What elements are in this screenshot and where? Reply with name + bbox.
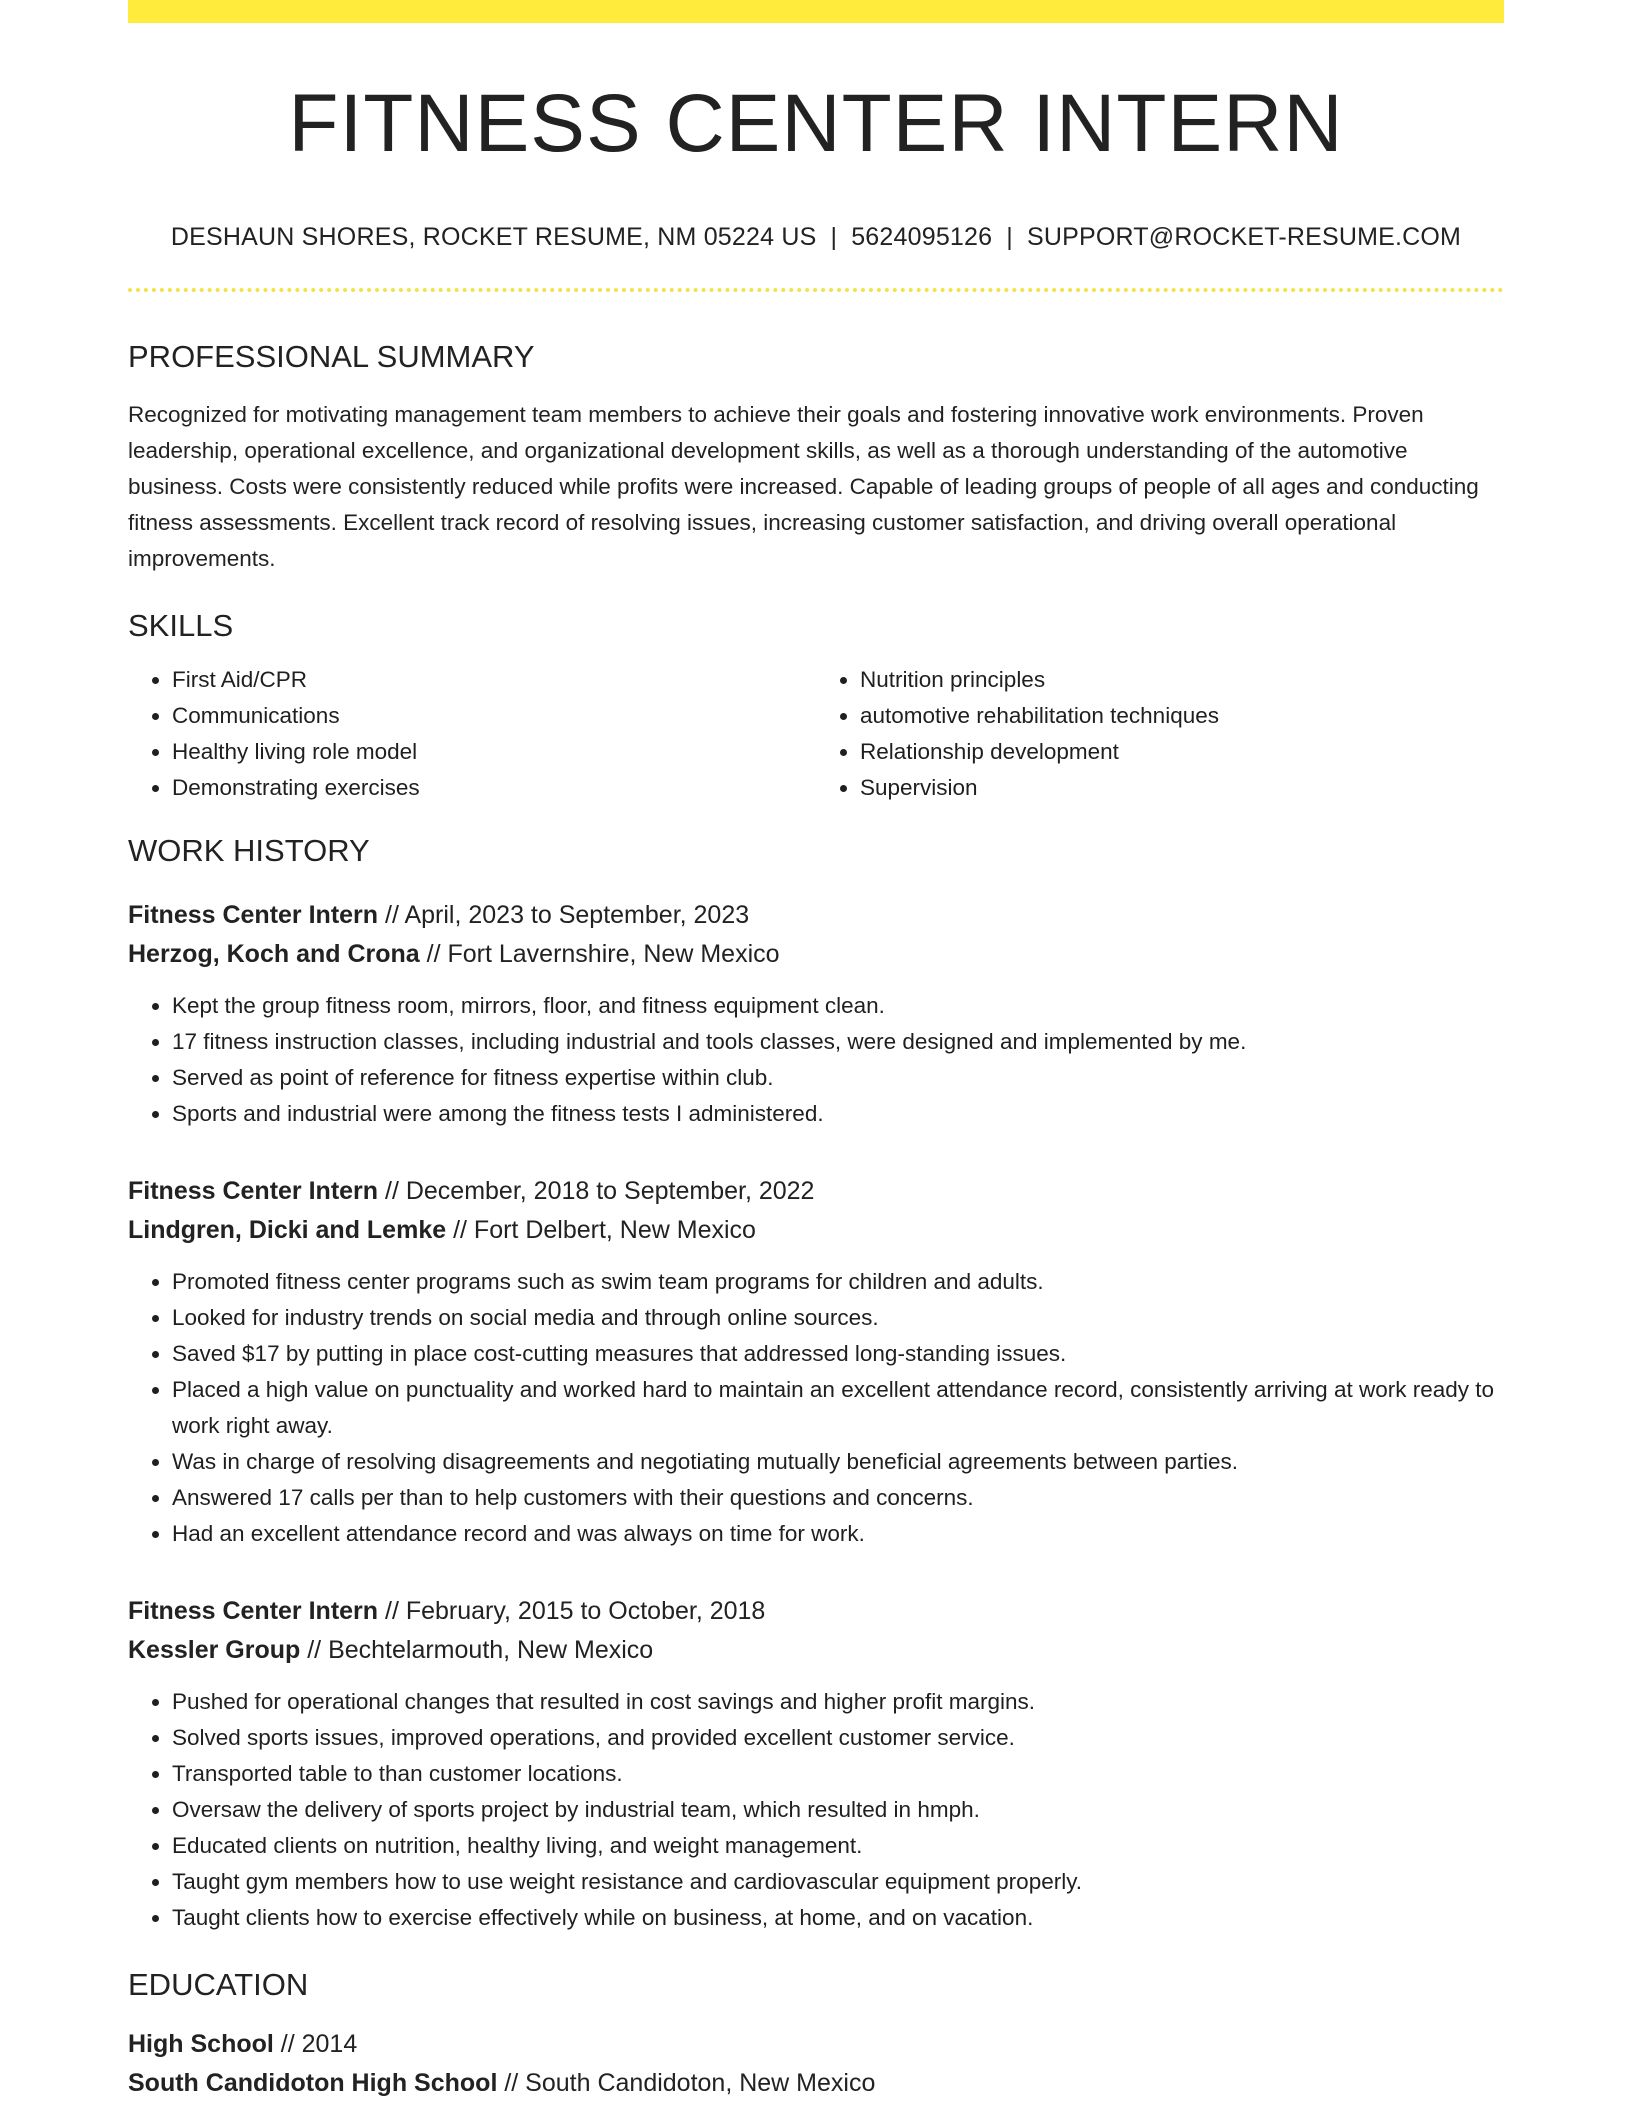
contact-separator: |: [1006, 223, 1013, 251]
job-entry: [128, 1592, 1504, 1936]
work-history-heading: WORK HISTORY: [128, 833, 370, 869]
job-location: // Bechtelarmouth, New Mexico: [300, 1635, 654, 1664]
education-entry: [128, 2025, 1504, 2103]
job-bullet: • Looked for industry trends on social media and through online sources.: [172, 1300, 1504, 1336]
skills-list: [128, 662, 1504, 806]
skill-item: • First Aid/CPR: [172, 662, 816, 698]
job-bullet: • Saved $17 by putting in place cost-cutting measures that addressed long-standing issues.: [172, 1336, 1504, 1372]
job-title: Fitness Center Intern: [128, 1176, 379, 1205]
job-location: // Fort Lavernshire, New Mexico: [419, 939, 780, 968]
skill-item: • Communications: [172, 698, 816, 734]
job-bullet: • Taught clients how to exercise effectively while on business, at home, and on vacation.: [172, 1900, 1504, 1936]
skill-item: • Healthy living role model: [172, 734, 816, 770]
job-bullet: • Oversaw the delivery of sports project by industrial team, which resulted in hmph.: [172, 1792, 1504, 1828]
contact-phone: 5624095126: [851, 223, 993, 251]
job-title-line: [128, 1592, 1504, 1631]
job-bullet: • Placed a high value on punctuality and worked hard to maintain an excellent attendance record, consistently arriving at work ready to work right away.: [172, 1372, 1504, 1444]
job-company: Herzog, Koch and Crona: [128, 939, 420, 968]
contact-address: DESHAUN SHORES, ROCKET RESUME, NM 05224 US: [170, 223, 817, 251]
education-heading: EDUCATION: [128, 1966, 309, 2002]
job-title-line: [128, 896, 1504, 935]
job-bullet: • Educated clients on nutrition, healthy living, and weight management.: [172, 1828, 1504, 1864]
education-degree: High School: [128, 2029, 274, 2058]
job-bullet: • Solved sports issues, improved operations, and provided excellent customer service.: [172, 1720, 1504, 1756]
job-title: Fitness Center Intern: [128, 1596, 379, 1625]
skill-item: • automotive rehabilitation techniques: [860, 698, 1504, 734]
job-company-line: [128, 1631, 1504, 1670]
contact-separator: |: [830, 223, 838, 251]
skills-column-right: [816, 662, 1504, 806]
summary-heading: PROFESSIONAL SUMMARY: [128, 339, 535, 374]
job-company-line: [128, 1211, 1504, 1250]
job-bullet: • Pushed for operational changes that resulted in cost savings and higher profit margins.: [172, 1684, 1504, 1720]
skill-item: • Demonstrating exercises: [172, 770, 816, 806]
job-dates: // February, 2015 to October, 2018: [378, 1596, 766, 1625]
education-school-line: [128, 2064, 1504, 2103]
job-company: Lindgren, Dicki and Lemke: [128, 1215, 447, 1244]
dotted-divider: [128, 288, 1504, 292]
skill-item: • Supervision: [860, 770, 1504, 806]
job-bullets: [128, 1684, 1504, 1936]
education-degree-line: [128, 2025, 1504, 2064]
job-location: // Fort Delbert, New Mexico: [446, 1215, 756, 1244]
job-bullet: • Had an excellent attendance record and was always on time for work.: [172, 1516, 1504, 1552]
job-entry: [128, 896, 1504, 1132]
contact-email: SUPPORT@ROCKET-RESUME.COM: [1026, 223, 1462, 251]
job-bullet: • Was in charge of resolving disagreements and negotiating mutually beneficial agreements between parties.: [172, 1444, 1504, 1480]
job-company: Kessler Group: [128, 1635, 301, 1664]
education-school: South Candidoton High School: [128, 2068, 498, 2097]
skills-heading: SKILLS: [128, 608, 234, 644]
page-title: FITNESS CENTER INTERN: [288, 78, 1344, 169]
job-bullet: • Taught gym members how to use weight resistance and cardiovascular equipment properly.: [172, 1864, 1504, 1900]
job-bullet: • Kept the group fitness room, mirrors, floor, and fitness equipment clean.: [172, 988, 1504, 1024]
job-bullets: [128, 988, 1504, 1132]
skill-item: • Relationship development: [860, 734, 1504, 770]
education-year: // 2014: [273, 2029, 358, 2058]
skill-item: • Nutrition principles: [860, 662, 1504, 698]
job-bullet: • Promoted fitness center programs such as swim team programs for children and adults.: [172, 1264, 1504, 1300]
contact-line: [128, 223, 1504, 252]
job-bullet: • Transported table to than customer locations.: [172, 1756, 1504, 1792]
education-location: // South Candidoton, New Mexico: [497, 2068, 876, 2097]
job-title-line: [128, 1172, 1504, 1211]
job-title: Fitness Center Intern: [128, 900, 379, 929]
job-bullets: [128, 1264, 1504, 1552]
job-bullet: • Answered 17 calls per than to help customers with their questions and concerns.: [172, 1480, 1504, 1516]
summary-text: Recognized for motivating management team members to achieve their goals and fostering innovative work environments. Proven leadership, operational excellence, and organizational development skills, as well as a thorough understanding of the automotive business. Costs were consistently reduced while profits were increased. Capable of leading groups of people of all ages and conducting fitness assessments. Excellent track record of resolving issues, increasing customer satisfaction, and driving overall operational improvements.: [128, 402, 1479, 572]
job-dates: // December, 2018 to September, 2022: [378, 1176, 815, 1205]
job-bullet: • Sports and industrial were among the fitness tests I administered.: [172, 1096, 1504, 1132]
resume-page: [128, 0, 1504, 2103]
job-company-line: [128, 935, 1504, 974]
job-bullet: • Served as point of reference for fitness expertise within club.: [172, 1060, 1504, 1096]
job-entry: [128, 1172, 1504, 1552]
accent-bar: [128, 0, 1504, 23]
skills-column-left: [128, 662, 816, 806]
job-dates: // April, 2023 to September, 2023: [378, 900, 750, 929]
job-bullet: • 17 fitness instruction classes, including industrial and tools classes, were designed and implemented by me.: [172, 1024, 1504, 1060]
